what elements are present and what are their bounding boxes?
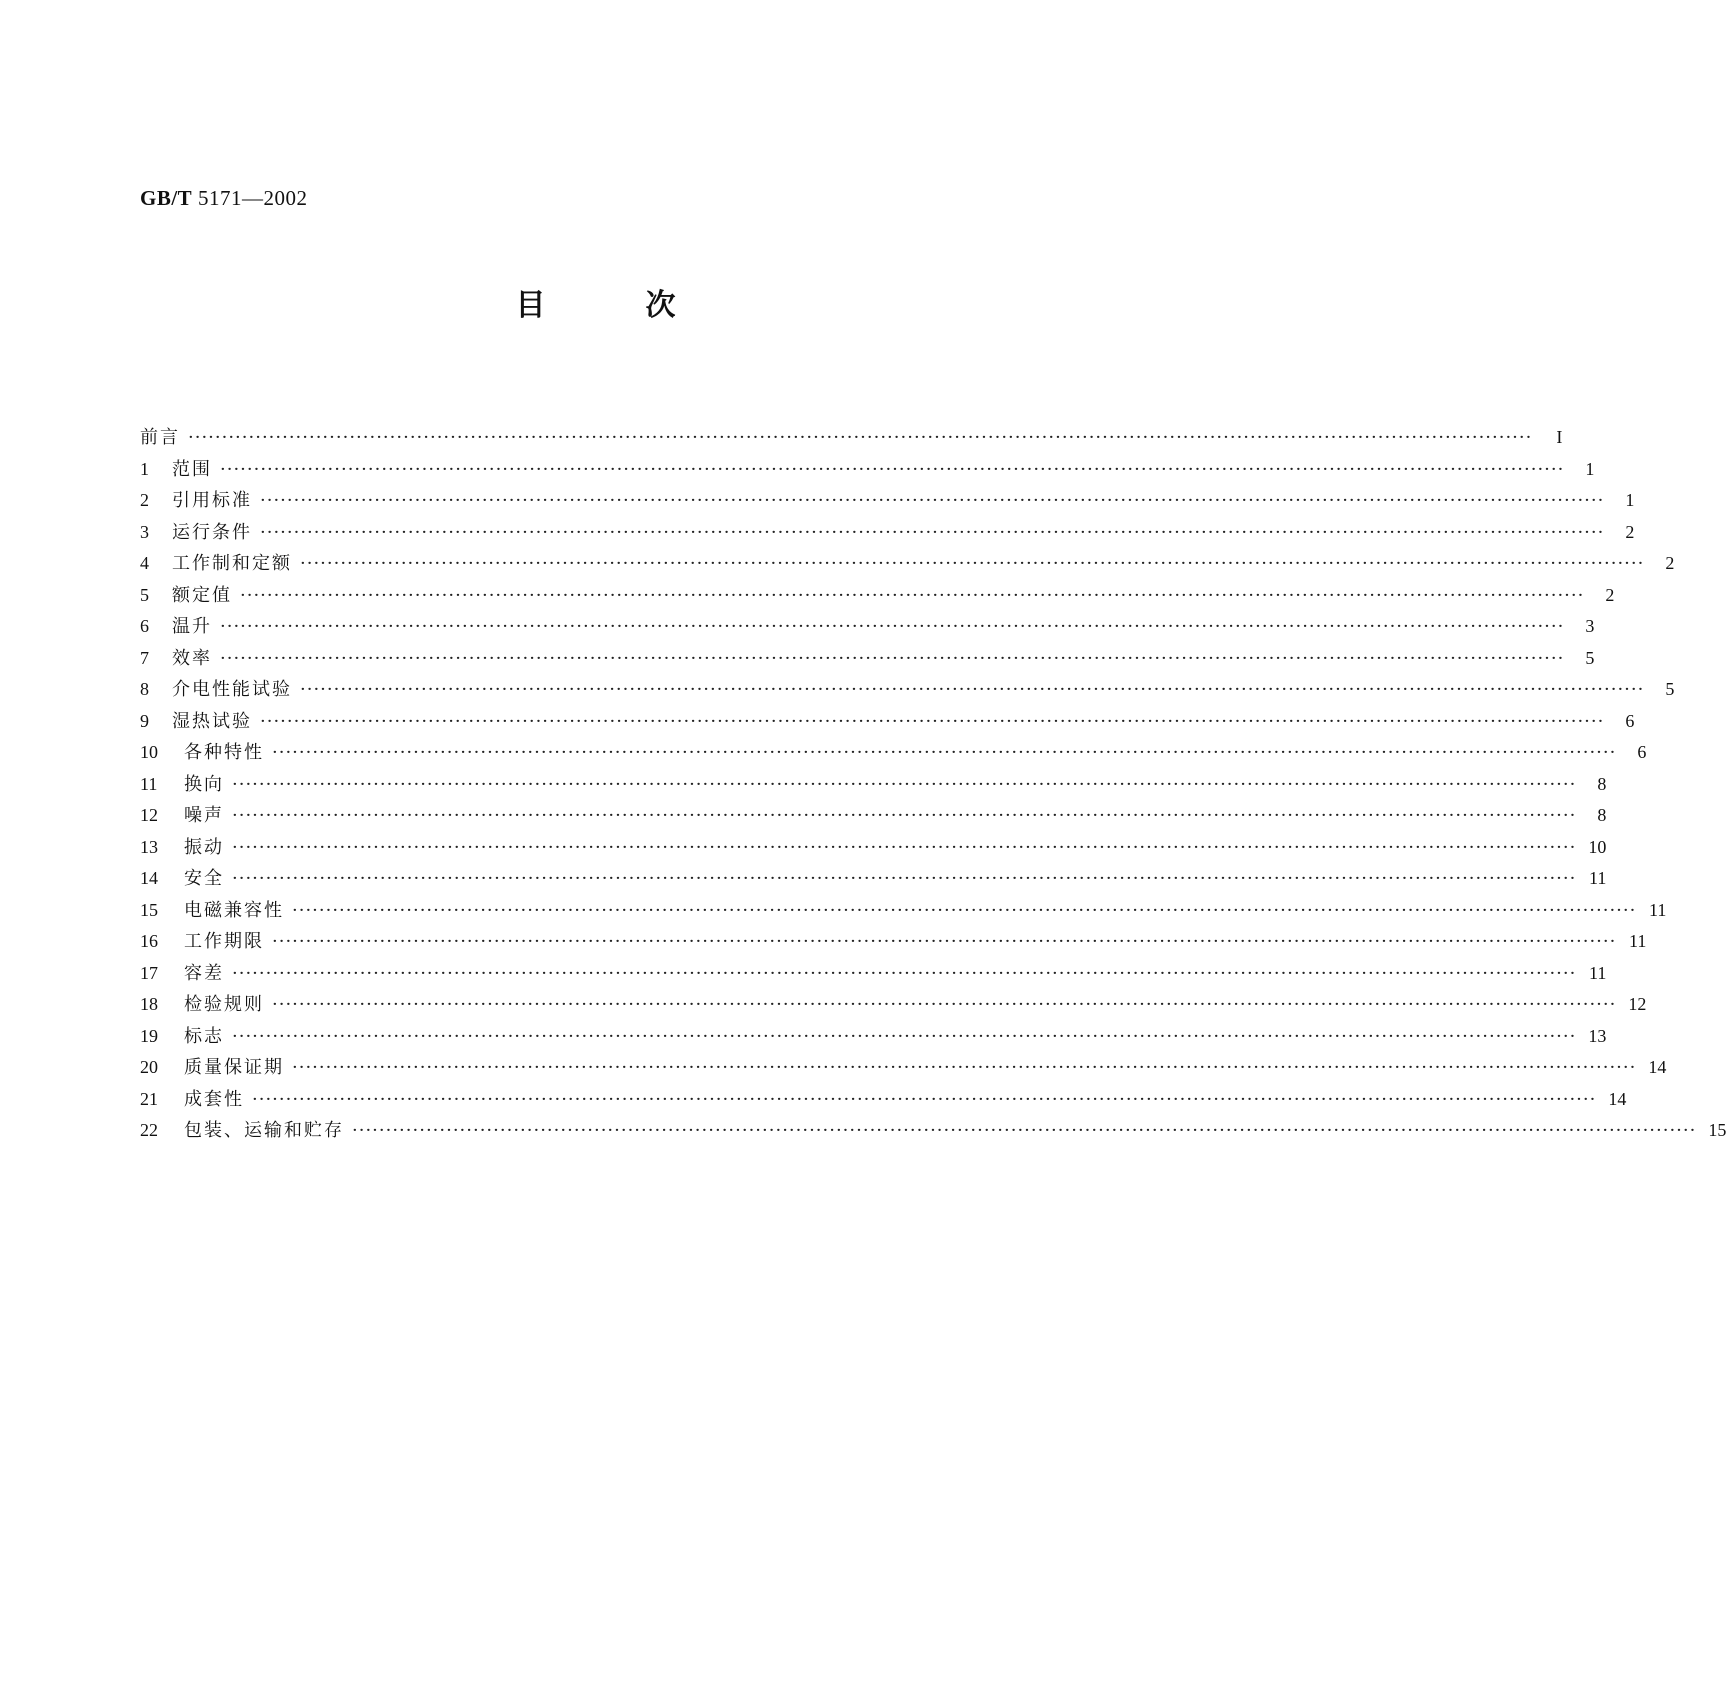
toc-entry[interactable] [140,549,1675,581]
toc-entry-page: 8 [1597,773,1607,794]
toc-leader-dots: ········································································································································································································ [352,1120,1697,1141]
toc-entry-number: 17 [140,962,158,983]
toc-leader-dots: ········································································································································································································ [300,679,1645,700]
toc-entry-page: 2 [1625,521,1635,542]
table-of-contents [140,423,1726,1148]
toc-entry[interactable] [140,959,1607,991]
toc-entry-number: 6 [140,616,149,636]
toc-leader-dots: ········································································································································································································ [188,427,1533,448]
toc-leader-dots: ········································································································································································································ [220,458,1565,480]
toc-entry-number: 12 [140,805,158,825]
toc-entry-label: 检验规则 [184,994,264,1015]
document-header [140,186,307,211]
toc-entry-page: 1 [1585,458,1595,479]
toc-entry-page: I [1556,427,1563,447]
toc-leader-dots: ········································································································································································································ [232,962,1577,984]
toc-entry-page: 14 [1608,1088,1627,1109]
toc-entry-page: 5 [1585,647,1595,668]
toc-entry-page: 3 [1585,616,1595,636]
toc-entry-page: 6 [1625,710,1635,731]
toc-leader-dots: ········································································································································································································ [220,647,1565,669]
toc-entry[interactable] [140,833,1607,865]
toc-entry-label: 换向 [184,773,224,795]
toc-entry-page: 13 [1588,1025,1607,1046]
toc-entry-label: 质量保证期 [184,1057,284,1078]
toc-leader-dots: ········································································································································································································ [292,1057,1637,1078]
toc-entry-label: 各种特性 [184,742,264,763]
toc-entry-page: 11 [1589,868,1607,888]
toc-entry-number: 14 [140,868,158,888]
toc-entry-label: 工作制和定额 [172,553,292,574]
toc-leader-dots: ········································································································································································································ [232,805,1577,826]
toc-entry-label: 范围 [172,458,212,480]
toc-entry[interactable] [140,927,1647,959]
toc-entry[interactable] [140,1085,1627,1117]
toc-entry-number: 4 [140,553,149,573]
page-title: 目次 [515,288,776,323]
toc-leader-dots: ········································································································································································································ [272,931,1617,952]
toc-leader-dots: ········································································································································································································ [272,742,1617,763]
toc-leader-dots: ········································································································································································································ [260,710,1605,732]
toc-entry-number: 5 [140,584,149,605]
toc-entry-number: 8 [140,679,149,699]
standard-number: 5171—2002 [197,186,308,210]
toc-entry-number: 10 [140,742,158,762]
toc-leader-dots: ········································································································································································································ [260,521,1605,543]
toc-entry-number: 11 [140,773,158,794]
toc-entry-page: 12 [1628,994,1647,1014]
toc-entry-number: 18 [140,994,158,1014]
toc-entry[interactable] [140,864,1607,896]
toc-entry[interactable] [140,1022,1607,1054]
toc-entry-label: 成套性 [184,1088,244,1110]
toc-entry[interactable] [140,486,1635,518]
toc-entry-number: 21 [140,1088,158,1109]
toc-leader-dots: ········································································································································································································ [232,1025,1577,1047]
toc-entry[interactable] [140,581,1615,613]
toc-leader-dots: ········································································································································································································ [220,616,1565,637]
toc-entry-number: 9 [140,710,149,731]
toc-entry-page: 15 [1708,1120,1726,1140]
toc-entry-page: 11 [1629,931,1647,951]
toc-entry-label: 标志 [184,1025,224,1047]
toc-entry-label: 湿热试验 [172,710,252,732]
toc-entry[interactable] [140,1053,1667,1085]
toc-entry-page: 11 [1589,962,1607,983]
toc-leader-dots: ········································································································································································································ [232,836,1577,858]
toc-entry-label: 效率 [172,647,212,669]
toc-entry-number: 2 [140,490,149,510]
toc-entry[interactable] [140,518,1635,550]
toc-entry[interactable] [140,612,1595,644]
toc-entry-page: 2 [1605,584,1615,605]
toc-entry-label: 电磁兼容性 [184,899,284,921]
toc-entry-label: 额定值 [172,584,232,606]
toc-leader-dots: ········································································································································································································ [300,553,1645,574]
toc-entry[interactable] [140,675,1675,707]
toc-entry-label: 温升 [172,616,212,637]
toc-entry[interactable] [140,707,1635,739]
toc-entry-number: 19 [140,1025,158,1046]
toc-entry-page: 8 [1597,805,1607,825]
toc-entry-number: 1 [140,458,149,479]
toc-entry-number: 20 [140,1057,158,1077]
toc-entry[interactable] [140,770,1607,802]
toc-entry-page: 10 [1588,836,1607,857]
standard-code: GB/T [140,186,193,210]
toc-entry-label: 介电性能试验 [172,679,292,700]
toc-entry[interactable] [140,423,1563,455]
toc-entry[interactable] [140,1116,1726,1148]
toc-entry-number: 16 [140,931,158,951]
toc-entry-number: 15 [140,899,158,920]
toc-leader-dots: ········································································································································································································ [260,490,1605,511]
toc-entry[interactable] [140,896,1667,928]
toc-entry-page: 5 [1665,679,1675,699]
toc-entry-label: 噪声 [184,805,224,826]
toc-entry-page: 11 [1649,899,1667,920]
toc-entry-number: 22 [140,1120,158,1140]
toc-leader-dots: ········································································································································································································ [272,994,1617,1015]
toc-leader-dots: ········································································································································································································ [252,1088,1597,1110]
toc-entry-number: 13 [140,836,158,857]
toc-entry-label: 工作期限 [184,931,264,952]
toc-entry-page: 1 [1625,490,1635,510]
toc-entry-page: 2 [1665,553,1675,573]
toc-entry-page: 6 [1637,742,1647,762]
toc-entry-label: 容差 [184,962,224,984]
toc-entry-label: 振动 [184,836,224,858]
toc-entry[interactable] [140,990,1647,1022]
toc-entry[interactable] [140,738,1647,770]
toc-entry-label: 引用标准 [172,490,252,511]
toc-leader-dots: ········································································································································································································ [292,899,1637,921]
toc-entry-label: 前言 [140,427,180,448]
toc-entry[interactable] [140,455,1595,487]
toc-entry-number: 3 [140,521,149,542]
toc-entry[interactable] [140,644,1595,676]
toc-entry-label: 运行条件 [172,521,252,543]
toc-entry-page: 14 [1648,1057,1667,1077]
toc-leader-dots: ········································································································································································································ [240,584,1585,606]
toc-entry-number: 7 [140,647,149,668]
toc-entry-label: 包装、运输和贮存 [184,1120,344,1141]
toc-entry[interactable] [140,801,1607,833]
toc-leader-dots: ········································································································································································································ [232,773,1577,795]
toc-leader-dots: ········································································································································································································ [232,868,1577,889]
toc-entry-label: 安全 [184,868,224,889]
